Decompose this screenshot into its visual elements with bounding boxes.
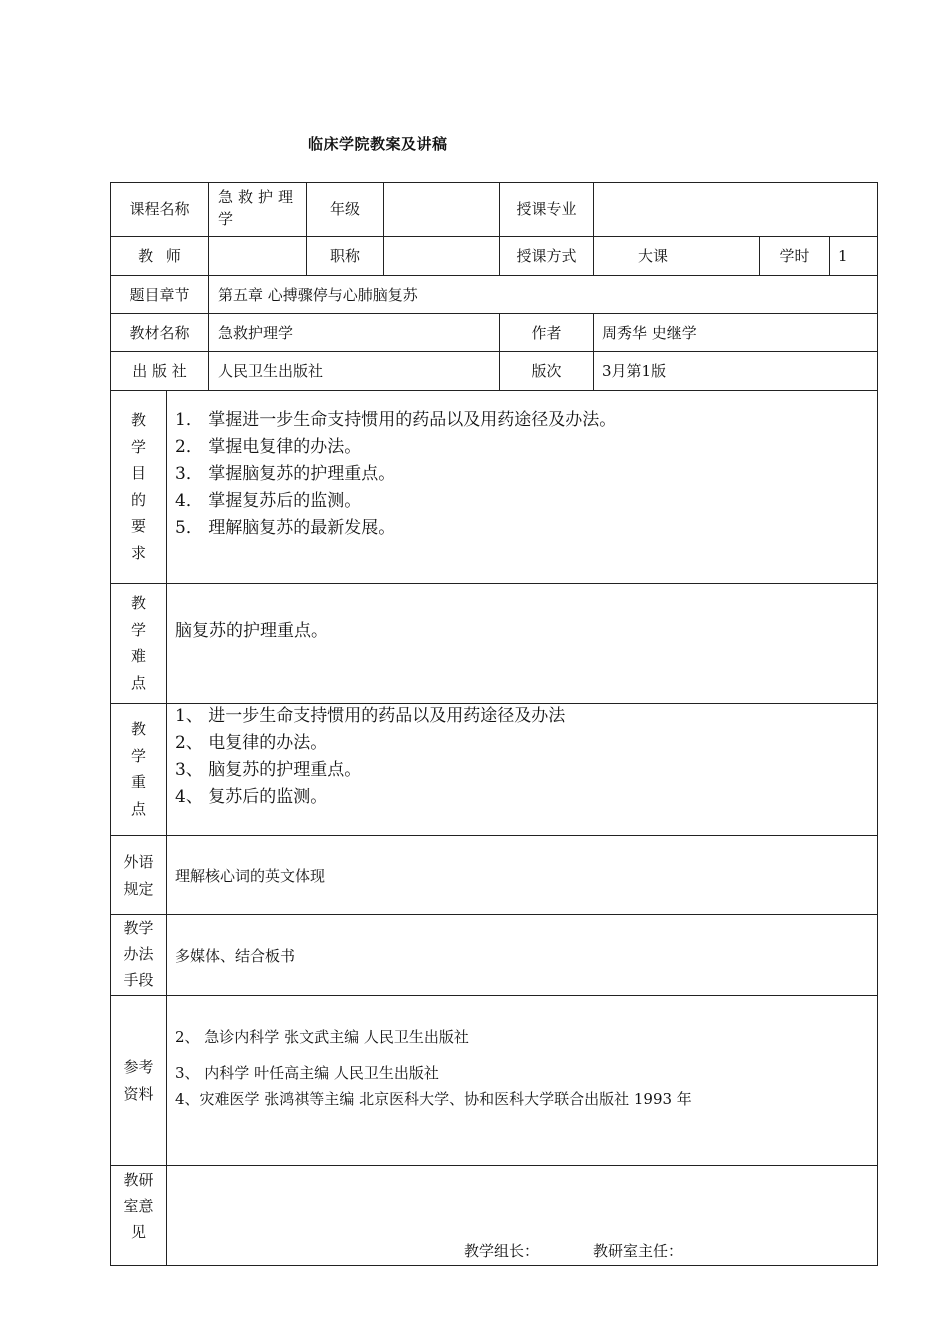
- table-line: [110, 914, 878, 915]
- page-title: 临床学院教案及讲稿: [308, 135, 448, 153]
- table-line: [383, 182, 384, 275]
- methods-text: 多媒体、结合板书: [175, 947, 296, 965]
- author-label: 作者: [531, 324, 562, 342]
- key-points-label: 教 学 重 点: [130, 720, 146, 818]
- course-name-label: 课程名称: [129, 200, 190, 218]
- publisher-label: 出 版 社: [132, 362, 187, 380]
- list-item: 2、 急诊内科学 张文武主编 人民卫生出版社: [175, 1028, 469, 1046]
- foreign-text: 理解核心词的英文体现: [175, 867, 326, 885]
- chapter-label: 题目章节: [129, 286, 190, 304]
- list-item: 4、灾难医学 张鸿祺等主编 北京医科大学、协和医科大学联合出版社 1993 年: [175, 1090, 692, 1108]
- table-line: [166, 390, 167, 1266]
- major-label: 授课专业: [516, 200, 577, 218]
- table-line: [110, 583, 878, 584]
- teaching-mode-label: 授课方式: [516, 247, 577, 265]
- table-line: [110, 390, 878, 391]
- list-item: 4． 掌握复苏后的监测。: [175, 491, 362, 511]
- table-line: [110, 351, 878, 352]
- table-line: [593, 313, 594, 390]
- table-line: [110, 835, 878, 836]
- dept-opinion-label: 教研 室意 见: [123, 1171, 154, 1241]
- difficulties-text: 脑复苏的护理重点。: [175, 621, 328, 641]
- table-line: [877, 182, 878, 1266]
- teaching-mode-value: 大课: [637, 247, 668, 265]
- objectives-label: 教 学 目 的 要 求: [130, 411, 146, 562]
- director-label: 教研室主任：: [593, 1242, 684, 1260]
- hours-label: 学时: [779, 247, 810, 265]
- list-item: 3． 掌握脑复苏的护理重点。: [175, 464, 396, 484]
- table-line: [110, 236, 878, 237]
- table-line: [110, 182, 878, 183]
- table-line: [110, 275, 878, 276]
- key-points-list: [175, 703, 870, 811]
- textbook-label: 教材名称: [129, 324, 190, 342]
- publisher-value: 人民卫生出版社: [218, 362, 324, 380]
- table-line: [110, 995, 878, 996]
- list-item: 5． 理解脑复苏的最新发展。: [175, 518, 396, 538]
- course-name-value: 急救护理学: [218, 188, 299, 228]
- methods-label: 教学 办法 手段: [123, 919, 154, 989]
- edition-value: 3月第1版: [602, 362, 667, 380]
- table-line: [208, 182, 209, 390]
- list-item: 4、 复苏后的监测。: [175, 787, 328, 807]
- list-item: 3、 脑复苏的护理重点。: [175, 760, 362, 780]
- teacher-label: 教 师: [138, 247, 181, 265]
- references-label: 参考 资料: [123, 1058, 154, 1103]
- list-item: 3、 内科学 叶任高主编 人民卫生出版社: [175, 1064, 439, 1082]
- list-item: 1、 进一步生命支持惯用的药品以及用药途径及办法: [175, 706, 566, 726]
- edition-label: 版次: [531, 362, 562, 380]
- list-item: 2． 掌握电复律的办法。: [175, 437, 362, 457]
- table-line: [110, 1265, 878, 1266]
- list-item: 2、 电复律的办法。: [175, 733, 328, 753]
- difficulties-label: 教 学 难 点: [130, 594, 146, 692]
- group-leader-label: 教学组长：: [464, 1242, 540, 1260]
- table-line: [829, 236, 830, 275]
- hours-value: 1: [838, 247, 848, 265]
- table-line: [110, 313, 878, 314]
- chapter-value: 第五章 心搏骤停与心肺脑复苏: [218, 286, 418, 304]
- objectives-list: [175, 407, 870, 542]
- author-value: 周秀华 史继学: [602, 324, 697, 342]
- textbook-value: 急救护理学: [218, 324, 294, 342]
- grade-label: 年级: [329, 200, 360, 218]
- references-list: [175, 1027, 870, 1109]
- foreign-label: 外语 规定: [123, 853, 154, 898]
- rank-label: 职称: [329, 247, 360, 265]
- table-line: [110, 1165, 878, 1166]
- list-item: 1． 掌握进一步生命支持惯用的药品以及用药途径及办法。: [175, 410, 617, 430]
